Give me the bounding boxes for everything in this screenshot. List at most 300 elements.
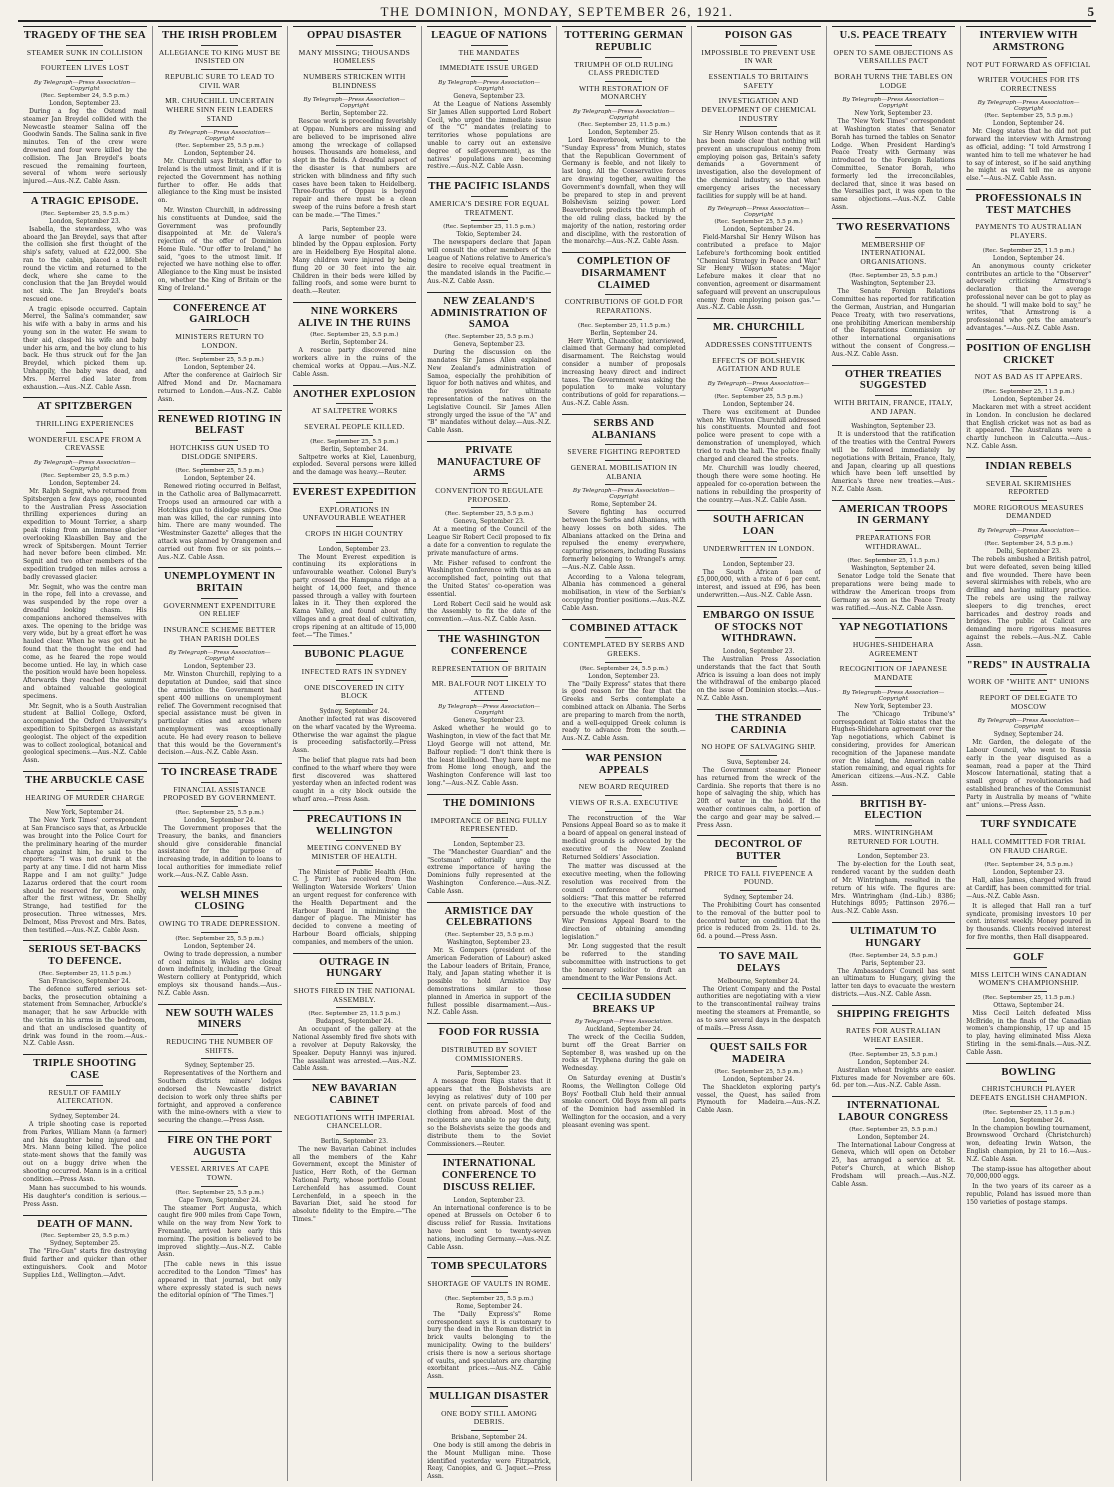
article-subhead: RESULT OF FAMILY ALTERCATION. <box>48 1087 122 1106</box>
headline-rule <box>201 93 238 94</box>
article-paragraph: Representatives of the Northern and Southern districts miners' lodges endorsed the Newcastle district decision to work only three shifts per fortnight, and approved a conference with the mine-owners with a view to securing the change.—Press Assn. <box>157 1070 282 1125</box>
received-time: (Rec. September 25, 11.5 p.m.) <box>308 1011 401 1018</box>
article-paragraph: Isabella, the stewardess, who was aboard the Jan Breydel, says that after the collision she first thought of the ship's safety, valued at £22,000. She ran to the cabin, placed a lifebelt round the victim and returned to the deck, where she came to the conclusion that the Jan Breydel would not sink. The Jan Breydel's boats rescued one. <box>23 225 147 303</box>
dateline: London, September 23. <box>453 1196 525 1204</box>
dateline: London, September 24. <box>992 120 1065 128</box>
received-time: (Rec. September 25, 5.5 p.m.) <box>444 1295 534 1302</box>
dateline: Paris, September 23. <box>322 225 387 233</box>
article-headline: TWO RESERVATIONS <box>832 218 956 234</box>
article-subhead: EXPLORATIONS IN UNFAVOURABLE WEATHER <box>302 504 407 523</box>
headline-rule <box>66 432 103 433</box>
article-paragraph: The Mount Everest expedition is continuing its explorations in unfavourable weather. Colonel Bury's party crossed the Hampuna ridge at a height of 14,000 feet, and thence passed through a valley with fourteen lakes in it. They then explored the Kama Valley, and found about fifty villages and a great deal of cultivation, crops ripening at an altitude of 15,000 feet.—"The Times." <box>292 553 417 639</box>
article <box>158 299 282 404</box>
article <box>158 886 282 998</box>
article <box>427 1257 551 1381</box>
article-headline: NINE WORKERS ALIVE IN THE RUINS <box>293 302 417 330</box>
article-subhead: GENERAL MOBILISATION IN ALBANIA <box>570 462 678 481</box>
headline-rule <box>471 1292 508 1293</box>
article-headline: DEATH OF MANN. <box>23 1215 147 1231</box>
press-credit: By Telegraph—Press Association—Copyright <box>572 488 675 501</box>
article-subhead: RATES FOR AUSTRALIAN WHEAT EASIER. <box>845 1026 941 1045</box>
article-subhead: MEETING CONVENED BY MINISTER OF HEALTH. <box>306 843 402 861</box>
headline-rule <box>1010 96 1047 97</box>
press-credit: By Telegraph—Press Association—Copyright <box>168 650 271 663</box>
article-paragraph: Rescue work is proceeding feverishly at Oppau. Numbers are missing and are believed to be imprisoned alive among the wreckage of collapsed houses. Thousands are homeless, and slept in the fields. A dreadful aspect of the disaster is that numbers are stricken with blindness and fifty such cases have been taken to Heidelberg. Three-fourths of Oppau is beyond repair and there must be a clean sweep of the ruins before a fresh start can be made.—"The Times." <box>292 118 417 219</box>
article-paragraph: A rescue party discovered nine workers alive in the ruins of the chemical works at Oppau.—Aus.-N.Z. Cable Assn. <box>292 347 417 378</box>
column-4 <box>422 26 557 1481</box>
dateline: London, September 24. <box>183 150 256 158</box>
headline-rule <box>201 1161 238 1162</box>
article-subhead: PRICE TO FALL FIVEPENCE A POUND. <box>703 868 814 887</box>
article-paragraph: At the League of Nations Assembly Sir James Allen supported Lord Robert Cecil, who urged the immediate issue of the "C" mandates (relating to territories whose populations are unable to carry out an extensive degree of self-government), as the natives' populations are becoming restive.—Aus.-N.Z. Cable Assn. <box>427 101 551 171</box>
article-paragraph: The Australian Press Association understands that the fact that South Africa is issuing a loan does not imply the withdrawal of the embargo placed on the issue of Dominion stocks.—Aus.-N.Z. Cable Assn. <box>696 656 821 702</box>
headline-rule <box>875 1048 912 1049</box>
dateline: Sydney, September 24. <box>49 1112 120 1120</box>
article-paragraph: Mr. Garden, the delegate of the Labour Council, who went to Russia early in the year disguised as a seaman, read a paper at the Third Moscow International, stating that a small group of revolutionaries had established branches of the Communist Party in Australia by means of "white ant" unions.—Press Assn. <box>966 739 1091 809</box>
article-paragraph: A tragic episode occurred. Captain Merrel, the Salina's commander, saw his wife with a baby in arms and his young son in the water. He swam to their aid, clasped his wife and baby under his arm, and the boy clung to his back. He thus struck out for the Jan Breydel, which picked them up. Unhappily, the baby was dead, and Mrs. Merrel died later from exhaustion.—Aus.-N.Z. Cable Assn. <box>23 305 147 391</box>
article <box>427 630 551 788</box>
article-paragraph: Mr. Churchill was loudly cheered, though there were some hooting. He appealed for co-operation between the nations in rebuilding the prosperity of the country.—Aus.-N.Z. Cable Assn. <box>696 465 821 504</box>
article <box>293 385 417 477</box>
article-subhead: NUMBERS STRICKEN WITH BLINDNESS <box>303 72 406 90</box>
article-headline: AMERICAN TROOPS IN GERMANY <box>832 500 956 528</box>
article-headline: DECONTROL OF BUTTER <box>697 835 821 863</box>
article <box>966 948 1091 1057</box>
article <box>293 26 417 220</box>
received-time: (Rec. September 24, 5.5 p.m.) <box>849 952 938 959</box>
article-subhead: HUGHES-SHIDEHARA AGREEMENT <box>852 640 934 658</box>
article-headline: BUBONIC PLAGUE <box>293 645 417 661</box>
article-subhead: ONE BODY STILL AMONG DEBRIS. <box>441 1408 538 1427</box>
article-paragraph: On Saturday evening at Dustin's Rooms, the Wellington College Old Boys' Football Club held their annual smoke concert. Old Boys from all parts of the Dominion had assembled in Wellington for the occasion, and a very pleasant evening was spent. <box>562 1074 686 1129</box>
headline-rule <box>1010 714 1047 715</box>
article-headline: COMPLETION OF DISARMAMENT CLAIMED <box>562 252 686 291</box>
article-paragraph: Mackaren met with a street accident in London. In conclusion he declared that English cricket was not as bad as it appeared. The Australians were a chartly luncheon in Calcutta.—Aus.-N.Z. Cable Assn. <box>966 404 1091 450</box>
article <box>293 953 417 1074</box>
article-headline: AT SPITZBERGEN <box>23 397 147 413</box>
headline-rule <box>201 1034 238 1035</box>
article-subhead: MANY MISSING; THOUSANDS HOMELESS <box>298 47 411 66</box>
dateline: Geneva, September 23. <box>453 518 525 526</box>
headline-rule <box>336 69 373 70</box>
dateline: London, September 23. <box>49 100 121 107</box>
received-time: (Rec. September 25, 5.5 p.m.) <box>714 393 803 400</box>
article-headline: BRITISH BY-ELECTION <box>832 795 956 823</box>
article <box>427 1023 551 1148</box>
article-headline: PRIVATE MANUFACTURE OF ARMS <box>427 441 551 480</box>
received-time: (Rec. September 25, 11.5 p.m.) <box>847 558 940 565</box>
headline-rule <box>875 237 912 238</box>
headline-rule <box>201 932 238 933</box>
received-time: (Rec. September 25, 5.5 p.m.) <box>849 1126 938 1133</box>
dateline: Budapest, September 24. <box>315 1018 393 1026</box>
article <box>562 252 686 408</box>
article-headline: QUEST SAILS FOR MADEIRA <box>697 1038 821 1066</box>
article-subhead: SEVERAL SKIRMISHES REPORTED <box>985 478 1072 497</box>
article-paragraph: The Senate Foreign Relations Committee has reported for ratification the German, Austrian, and Hungarian Peace Treaty, with two reservations, one prohibiting American membership of the Reparations Commission or other international organisations without the consent of Congress.—Aus.-N.Z. Cable Assn. <box>831 288 956 358</box>
article-paragraph: The Government proposes that the Treasury, the banks, and financiers should give considerable financial assistance for the purpose of increasing trade, in addition to loans to local authorities for immediate relief work.—Aus.-N.Z. Cable Assn. <box>157 825 282 879</box>
article-paragraph: The Government steamer Pioneer has returned from the wreck of the Cardinia. She reports that there is no hope of salvaging the ship, which has 20ft of water in the hold. If the weather continues calm, a portion of the cargo and gear may be salved.—Press Assn. <box>696 766 821 829</box>
dateline: London, September 24. <box>183 364 256 372</box>
headline-rule <box>336 664 373 665</box>
headline-rule <box>336 526 373 527</box>
headline-rule <box>740 353 777 354</box>
article-paragraph: After the conference at Gairloch Sir Alfred Mond and Dr. Macnamara returned to London.—Aus.-N.Z. Cable Assn. <box>157 372 282 403</box>
dateline: London, September 24. <box>49 480 121 488</box>
headline-rule <box>875 686 912 687</box>
article <box>697 510 821 599</box>
article-subhead: RECOGNITION OF JAPANESE MANDATE <box>839 664 948 683</box>
press-credit: By Telegraph—Press Association—Copyright <box>303 97 406 110</box>
article-headline: INTERNATIONAL LABOUR CONGRESS <box>832 1096 956 1124</box>
received-time: (Rec. September 25, 5.5 p.m.) <box>444 511 534 518</box>
article-subhead: HEARING OF MURDER CHARGE <box>25 792 145 802</box>
article-paragraph: The wreck of the Cecilia Sudden, burnt off the Great Barrier on September 8, was washed up on the rocks at Tryphena during the gale on Wednesday. <box>562 1033 686 1073</box>
dateline: Sydney, September 25. <box>49 1240 120 1248</box>
received-time: (Rec. September 25, 11.5 p.m.) <box>443 224 536 231</box>
dateline: London, September 23. <box>318 545 391 553</box>
article-subhead: CHRISTCHURCH PLAYER DEFEATS ENGLISH CHAMPION. <box>969 1084 1088 1102</box>
article-paragraph: In the champion bowling tournament, Brownswood Orchard (Christchurch) won, defeating Irwin Watson, the English champion, by 21 to 16.—Aus.-N.Z. Cable Assn. <box>966 1124 1091 1163</box>
headline-rule <box>336 983 373 984</box>
headline-rule <box>201 646 238 647</box>
received-time: (Rec. September 24, 5.5 p.m.) <box>984 541 1073 548</box>
article-paragraph: Mr. Segnit, who was the centre man in the rope, fell into a crevasse, and was suspended by the rope over a dreadful looking chasm. His companions anchored themselves with axes. The opening to the bridge was very wide, but by a great effort he was hauled clear. When he was got out he found that the thought the end had come, as he feared the rope would become untied. He lay, in which case the position would have been hopeless. Afterwards they reached the summit and obtained valuable geological specimens. <box>23 583 147 700</box>
article-headline: ANOTHER EXPLOSION <box>293 385 417 401</box>
article <box>23 771 147 934</box>
article <box>427 292 551 435</box>
received-time: (Rec. September 25, 11.5 p.m.) <box>982 247 1075 254</box>
received-time: (Rec. September 25, 11.5 p.m.) <box>982 1109 1075 1116</box>
column-2 <box>153 26 288 1481</box>
headline-rule <box>875 419 912 420</box>
article-paragraph: The newspapers declare that Japan will consult the other members of the League of Nations relative to America's desire to receive equal treatment in the mandated islands in the Pacific.—Aus.-N.Z. Cable Assn. <box>427 239 551 286</box>
article-headline: TRAGEDY OF THE SEA <box>23 26 147 42</box>
headline-rule <box>1010 244 1047 245</box>
press-credit: By Telegraph—Press Association—Copyright <box>572 109 675 121</box>
received-time: (Rec. September 24, 5.5 p.m.) <box>579 665 669 672</box>
dateline: Washington, September 23. <box>446 939 532 947</box>
article-paragraph: A large number of people were blinded by the Oppau explosion. Forty are in Heidelberg Eye Hospital alone. Many children were injured by being flung 20 or 30 feet into the air. Children in their beds were killed by falling roofs, and some were burnt to death.—Reuter. <box>292 233 417 296</box>
article-subhead: BORAH TURNS THE TABLES ON LODGE <box>834 72 953 90</box>
article-paragraph: The Orient Company and the Postal authorities are negotiating with a view to the transcontinental railway trains meeting the steamers at Fremantle, so as to save several days in the despatch of mails.—Press Assn. <box>696 985 821 1032</box>
received-time: (Rec. September 24, 5.5 p.m.) <box>984 862 1073 869</box>
article-headline: ARMISTICE DAY CELEBRATIONS <box>427 902 551 930</box>
press-credit: By Telegraph—Press Association—Copyright <box>707 380 810 393</box>
article-headline: BOWLING <box>966 1063 1091 1079</box>
headline-rule <box>740 126 777 127</box>
article-paragraph: Miss Cecil Leitch defeated Miss McBride, in the finals of the Canadian women's championship, 17 up and 15 to play, having eliminated Miss Alexa Stirling in the semi-finals.—Aus.-N.Z. Cable Assn. <box>966 1009 1091 1056</box>
received-time: (Rec. September 25, 5.5 p.m.) <box>40 210 130 217</box>
article-subhead: NOT AS BAD AS IT APPEARS. <box>974 372 1083 382</box>
press-credit: By Telegraph—Press Association—Copyright <box>842 689 945 702</box>
headline-rule <box>471 507 508 508</box>
dateline: Paris, September 23. <box>457 1070 522 1078</box>
headline-rule <box>336 704 373 705</box>
received-time: (Rec. September 25, 5.5 p.m.) <box>40 1233 130 1240</box>
press-credit: By Telegraph—Press Association—Copyright <box>438 704 541 717</box>
article-subhead: PAYMENTS TO AUSTRALIAN PLAYERS. <box>975 222 1082 241</box>
dateline: Berlin, September 24. <box>590 329 658 337</box>
dateline: Melbourne, September 24. <box>717 977 800 985</box>
column-7 <box>827 26 962 1481</box>
headline-rule <box>1010 991 1047 992</box>
headline-rule <box>201 782 238 783</box>
article-subhead: NEW BOARD REQUIRED <box>578 782 669 792</box>
headline-rule <box>875 530 912 531</box>
article-headline: SERBS AND ALBANIANS <box>562 414 686 442</box>
headline-rule <box>471 700 508 701</box>
article-subhead: SEVERE FIGHTING REPORTED <box>567 447 681 457</box>
article-paragraph: Mr. Winston Churchill, in addressing his constituents at Dundee, said the Government was profoundly disappointed at Mr. de Valera's rejection of the offer of Dominion Home Rule. "Our offer to Ireland," he said, "goes to the utmost limit. If rejected we have nothing else to offer. Allegiance to the King must be insisted on, whether the King of Britain or the King of Ireland." <box>157 206 282 292</box>
article <box>966 26 1091 183</box>
article <box>562 26 686 246</box>
article-paragraph: The matter was discussed at the executive meeting, when the following resolution was received from the council conference of returned soldiers: "That this matter be referred to the executive with instructions to persuade the whole question of the War Pensions Appeal Board to the direction of obtaining amending legislation." <box>562 863 686 941</box>
headline-rule <box>471 76 508 77</box>
headline-rule <box>471 661 508 662</box>
article-headline: THE WASHINGTON CONFERENCE <box>427 630 551 658</box>
article-subhead: CONTRIBUTIONS OF GOLD FOR REPARATIONS. <box>564 297 684 316</box>
article-paragraph: An occupant of the gallery at the National Assembly fired five shots with a revolver at Deputy Rakovsky, the Speaker. Deputy Hannyi was injured. The assailant was arrested.—Aus.-N.Z. Cable Assn. <box>292 1026 417 1073</box>
dateline: Sydney, September 24. <box>319 708 390 716</box>
headline-rule <box>336 1007 373 1008</box>
article-paragraph: The "Chicago Tribune's" correspondent at Tokio states that the Hughes-Shidehara agreement over the Yap negotiations, which Cabinet is considering, provides for American recognition of the Japanese mandate over the island, the American cable station remaining, and equal rights for American citizens.—Aus.-N.Z. Cable Assn. <box>831 710 956 788</box>
headline-rule <box>875 554 912 555</box>
dateline: London, September 24. <box>857 1133 930 1141</box>
article-headline: SERIOUS SET-BACKS TO DEFENCE. <box>23 940 147 968</box>
article-paragraph: The South African loan of £5,000,000, with a rate of 6 per cent. interest, and issued at £96, has been underwritten.—Aus.-N.Z. Cable Assn. <box>696 568 821 599</box>
headline-rule <box>605 662 642 663</box>
article-paragraph: An anonymous county cricketer contributes an article to the "Observer" adversely criticising Armstrong's declaration that the average professional never can be got to play as he should. "I will make bold to say," he writes, "that Armstrong is a professional who gets the amateur's advantages."—Aus.-N.Z. Cable Assn. <box>966 262 1091 333</box>
article-paragraph: Owing to trade depression, a number of coal mines in Wales are closing down indefinitely, including the Great Western colliery at Pontypridd, which employs six thousand hands.—Aus.-N.Z. Cable Assn. <box>157 950 282 997</box>
article-subhead: MORE RIGOROUS MEASURES DEMANDED <box>973 502 1084 521</box>
article-headline: POSITION OF ENGLISH CRICKET <box>966 339 1091 367</box>
headline-rule <box>471 1406 508 1407</box>
article-headline: THE IRISH PROBLEM <box>158 26 282 42</box>
headline-rule <box>471 1276 508 1277</box>
dateline: London, September 24. <box>722 226 795 234</box>
headline-rule <box>1010 967 1047 968</box>
article-headline: TRIPLE SHOOTING CASE <box>23 1054 147 1082</box>
article-headline: EVEREST EXPEDITION <box>293 483 417 499</box>
article-headline: INDIAN REBELS <box>966 457 1091 473</box>
article-subhead: MINISTERS RETURN TO LONDON. <box>175 332 264 350</box>
headline-rule <box>1010 219 1047 220</box>
headline-rule <box>740 866 777 867</box>
press-credit: By Telegraph—Press Association—Copyright <box>977 718 1080 731</box>
article-headline: NEW ZEALAND'S ADMINISTRATION OF SAMOA <box>427 292 551 331</box>
article <box>427 177 551 286</box>
dateline: Geneva, September 23. <box>453 93 525 100</box>
article-paragraph: It is understood that the ratification of the treaties with the Central Powers will be followed immediately by negotiations with Britain, France, Italy, and Japan, clearing up all questions which have been left unsettled by America's three new treaties.—Aus.-N.Z. Cable Assn. <box>831 431 956 493</box>
article-headline: RENEWED RIOTING IN BELFAST <box>158 410 282 438</box>
headline-rule <box>1010 1081 1047 1082</box>
article <box>23 1215 147 1280</box>
headline-rule <box>471 483 508 484</box>
article <box>697 1038 821 1115</box>
dateline: London, September 23. <box>453 840 525 848</box>
headline-rule <box>336 542 373 543</box>
article-headline: FOOD FOR RUSSIA <box>427 1023 551 1039</box>
article-headline: NEW SOUTH WALES MINERS <box>158 1004 282 1032</box>
article-headline: U.S. PEACE TREATY <box>832 26 956 42</box>
received-time: (Rec. September 25, 5.5 p.m.) <box>444 334 534 341</box>
article-headline: OTHER TREATIES SUGGESTED <box>832 365 956 393</box>
headline-rule <box>605 460 642 461</box>
article-subhead: INVESTIGATION AND DEVELOPMENT OF CHEMICAL INDUSTRY <box>701 96 816 123</box>
column-8 <box>961 26 1096 1481</box>
article-paragraph: The "Daily Express" states that there is good reason for the fear that the Greeks and Serbs contemplate a combined attack on Albania. The Serbs are preparing to march from the north, and a well-equipped Greek column is ready to advance from the south.—Aus.-N.Z. Cable Assn. <box>562 680 686 743</box>
article-subhead: MISS LEITCH WINS CANADIAN WOMEN'S CHAMPIONSHIP. <box>970 969 1087 988</box>
dateline: London, September 24. <box>722 1075 795 1083</box>
dateline: Washington, September 24. <box>851 565 936 573</box>
article <box>697 947 821 1032</box>
article-subhead: HOTCHKISS GUN USED TO DISLODGE SNIPERS. <box>169 443 270 461</box>
dateline: London, September 23. <box>857 853 930 861</box>
press-credit: By Telegraph—Press Association—Copyright <box>33 80 136 92</box>
article-paragraph: Mr. Long suggested that the result be referred to the standing subcommittee with instructions to get the honorary solicitor to draft an amendment to the War Pensions Act. <box>562 943 686 982</box>
article-subhead: AMERICA'S DESIRE FOR EQUAL TREATMENT. <box>429 198 550 217</box>
article <box>158 1004 282 1125</box>
headline-rule <box>336 45 373 46</box>
received-time: (Rec. September 25, 11.5 p.m.) <box>577 322 670 329</box>
received-time: (Rec. September 25, 11.5 p.m.) <box>982 994 1075 1001</box>
article-headline: FIRE ON THE PORT AUGUSTA <box>158 1131 282 1159</box>
dateline: Paris, September 23. <box>861 959 926 967</box>
article <box>562 414 686 613</box>
article <box>966 1063 1091 1207</box>
article <box>697 26 821 200</box>
article-subhead: CROPS IN HIGH COUNTRY <box>305 529 404 539</box>
article-subhead: REPUBLIC SURE TO LEAD TO CIVIL WAR <box>164 72 275 90</box>
article <box>158 1131 282 1300</box>
headline-rule <box>66 76 103 77</box>
headline-rule <box>740 337 777 338</box>
article-paragraph: The Ambassadors' Council has sent an ultimatum to Hungary, giving the latter ten days to evacuate the western districts.—Aus.-N.Z. Cable Assn. <box>831 967 956 998</box>
headline-rule <box>471 837 508 838</box>
headline-rule <box>336 865 373 866</box>
article-headline: A TRAGIC EPISODE. <box>23 192 147 208</box>
article-headline: THE STRANDED CARDINIA <box>697 709 821 737</box>
headline-rule <box>740 377 777 378</box>
dateline: London, September 24. <box>183 942 256 950</box>
dateline: London, September 24. <box>183 817 256 825</box>
article-subhead: CONVENTION TO REGULATE PROPOSED. <box>435 486 544 504</box>
article-headline: NEW BAVARIAN CABINET <box>293 1079 417 1107</box>
headline-rule <box>471 196 508 197</box>
headline-rule <box>336 680 373 681</box>
article-paragraph: The "Fire-Gun" starts fire destroying fluid farther and quicker than other extinguishers. Cook and Motor Supplies Ltd., Wellington.—Advt. <box>23 1248 147 1279</box>
article <box>697 709 821 830</box>
article-subhead: DISTRIBUTED BY SOVIET COMMISSIONERS. <box>441 1044 538 1063</box>
article-subhead: SEVERAL PEOPLE KILLED. <box>304 422 405 432</box>
dateline: Rome, September 24. <box>456 1302 523 1310</box>
headline-rule <box>740 93 777 94</box>
dateline: London, September 24. <box>183 475 256 483</box>
dateline: Tokio, September 24. <box>456 231 522 239</box>
article <box>158 763 282 880</box>
article-subhead: VIEWS OF R.S.A. EXECUTIVE <box>569 798 679 808</box>
dateline: London, September 24. <box>992 1116 1065 1124</box>
article-paragraph: The belief that plague rats had been confined to the wharf where they were first discovered was shattered yesterday when an infected rodent was caught in a city block outside the wharf area.—Press Assn. <box>292 757 417 804</box>
dateline: Sydney, September 24. <box>993 731 1064 739</box>
dateline: London, September 23. <box>722 560 795 568</box>
article-subhead: NEGOTIATIONS WITH IMPERIAL CHANCELLOR. <box>293 1112 415 1131</box>
article <box>966 815 1091 941</box>
headline-rule <box>201 622 238 623</box>
headline-rule <box>1010 1106 1047 1107</box>
headline-rule <box>66 1109 103 1110</box>
article <box>966 656 1091 810</box>
article-headline: UNEMPLOYMENT IN BRITAIN <box>158 567 282 595</box>
headline-rule <box>605 81 642 82</box>
press-credit: By Telegraph—Press Association—Copyright <box>168 130 271 143</box>
article-paragraph: Sir Henry Wilson contends that as it has been made clear that nothing will prevent an unscrupulous enemy from employing poison gas, Britain's safety demands a Government of investigation, also the development of the chemical industry, so that when emergency arises the necessary facilities for supply will be at hand. <box>696 130 821 200</box>
article-paragraph: There was excitement at Dundee when Mr. Winston Churchill addressed his constituents. Mounted and foot police were present to cope with a demonstration of unemployed, which tried to rush the hall. The police finally charged and cleared the streets. <box>696 408 821 463</box>
article-paragraph: Australian wheat freights are easier. Fixtures made for November are 60s. 6d. per ton.—Aus.-N.Z. Cable Assn. <box>831 1066 956 1090</box>
headline-rule <box>201 1058 238 1059</box>
article <box>966 339 1091 451</box>
headline-rule <box>336 419 373 420</box>
article-headline: TO SAVE MAIL DELAYS <box>697 947 821 975</box>
article-headline: "REDS" IN AUSTRALIA <box>966 656 1091 672</box>
headline-rule <box>471 1042 508 1043</box>
headline-rule <box>201 598 238 599</box>
article-subhead: REDUCING THE NUMBER OF SHIFTS. <box>166 1037 274 1055</box>
headline-rule <box>471 1430 508 1431</box>
article-subhead: STEAMER SUNK IN COLLISION <box>26 47 143 57</box>
article-subhead: UNDERWRITTEN IN LONDON. <box>702 543 815 553</box>
article-subhead: IMPORTANCE OF BEING FULLY REPRESENTED. <box>430 815 548 834</box>
dateline: Sydney, September 25. <box>184 1062 255 1070</box>
article-headline: EMBARGO ON ISSUE OF STOCKS NOT WITHDRAWN. <box>697 606 821 645</box>
headline-rule <box>605 637 642 638</box>
received-time: (Rec. September 25, 5.5 p.m.) <box>40 473 130 480</box>
headline-rule <box>605 779 642 780</box>
article-headline: POISON GAS <box>697 26 821 42</box>
article <box>293 226 417 296</box>
article-subhead: OPEN TO SAME OBJECTIONS AS VERSAILLES PACT <box>833 47 954 66</box>
press-credit: By Telegraph—Press Association—Copyright <box>707 206 810 219</box>
received-time: (Rec. September 25, 5.5 p.m.) <box>714 1068 803 1075</box>
article <box>697 318 821 504</box>
columns-container <box>18 26 1096 1481</box>
article <box>832 26 956 212</box>
article <box>832 218 956 359</box>
article-subhead: ADDRESSES CONSTITUENTS <box>705 340 813 350</box>
article-subhead: THRILLING EXPERIENCES <box>35 419 134 429</box>
article <box>293 645 417 803</box>
article-subhead: SHOTS FIRED IN THE NATIONAL ASSEMBLY. <box>293 986 416 1004</box>
headline-rule <box>471 45 508 46</box>
headline-rule <box>875 45 912 46</box>
article-subhead: TRIUMPH OF OLD RULING CLASS PREDICTED <box>574 59 674 78</box>
dateline: London, September 25. <box>588 129 660 136</box>
article <box>562 619 686 743</box>
dateline: Washington, September 23. <box>851 423 936 431</box>
dateline: London, September 23. <box>722 648 795 656</box>
headline-rule <box>1010 476 1047 477</box>
headline-rule <box>1010 834 1047 835</box>
article <box>427 794 551 896</box>
column-1 <box>18 26 153 1481</box>
article <box>697 606 821 703</box>
article-paragraph: The new Bavarian Cabinet includes all the members of the Kahr Government, except the Minister of Justice, Herr Roth, of the German National Party, whose portfolio Count Lerchenfeld has assumed. Count Lerchenfeld, in a speech in the Bavarian Diet, said he stood for absolute fidelity to the Empire.—"The Times." <box>292 1145 417 1224</box>
article-headline: LEAGUE OF NATIONS <box>427 26 551 42</box>
press-credit: By Telegraph—Press Association—Copyright <box>977 528 1080 541</box>
article-paragraph: The "Manchester Guardian" and the "Scotsman" editorially urge the extreme importance of having the Dominions fully represented at the Washington Conference.—Aus.-N.Z. Cable Assn. <box>427 848 551 895</box>
headline-rule <box>605 57 642 58</box>
